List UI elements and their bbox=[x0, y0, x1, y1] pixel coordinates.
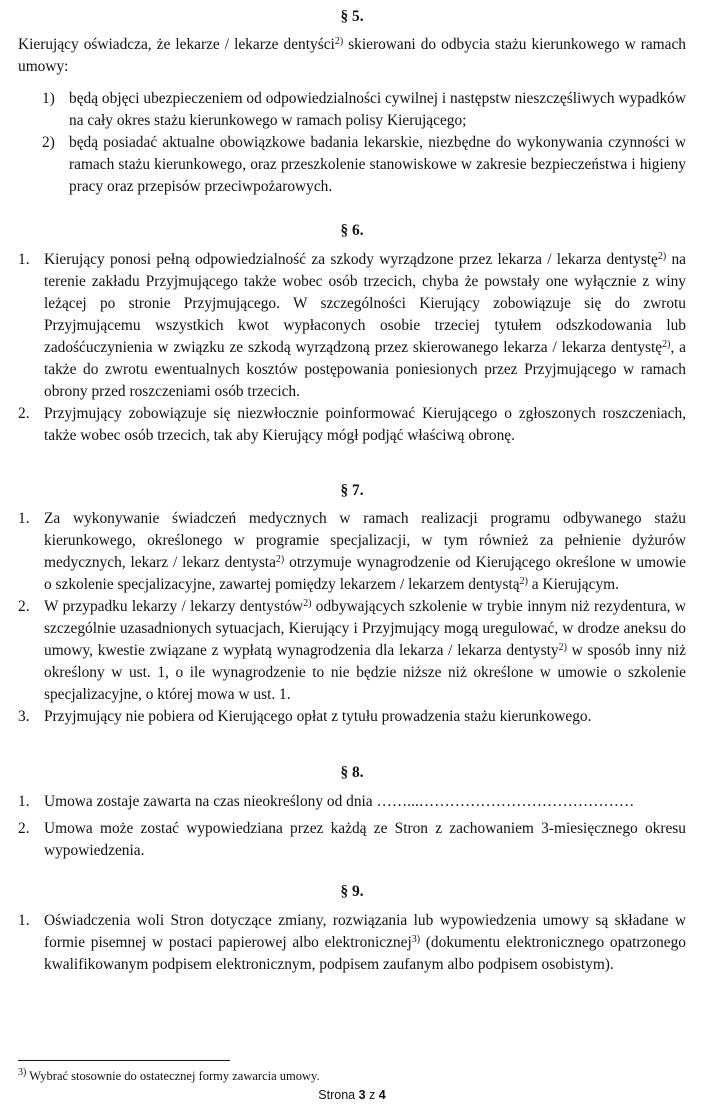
footnote: $^{3)}$ Wybrać stosownie do ostatecznej formy zawarcia umowy. bbox=[18, 1067, 320, 1083]
section-9-title: § 9. bbox=[340, 883, 364, 900]
page-number: Strona 3 z 4 bbox=[318, 1088, 386, 1102]
section-6-title: § 6. bbox=[340, 222, 364, 239]
footnote-separator bbox=[18, 1060, 230, 1061]
section-5-title: § 5. bbox=[340, 8, 364, 25]
section-7-title: § 7. bbox=[340, 482, 364, 499]
document-page: § 5. Kierujący oświadcza, że lekarze / lekarze dentyści$^{2)}$ skierowani do odbycia stażu kierunkowego w ramach umowy: 1) będą objęci ubezpieczeniem od odpowiedzialności cywilnej i następstw nieszczęśliwych wypadków na cały okres stażu kierunkowego w ramach polisy Kierującego; 2) będą posiadać aktualne obowiązkowe badania lekarskie, niezbędne do wykonywania czynności w ramach stażu kierunkowego, oraz przeszkolenie stanowiskowe w zakresie bezpieczeństwa i higieny pracy oraz przepisów przeciwpożarowych. § 6. 1. Kierujący ponosi pełną odpowiedzialność za szkody wyrządzone przez lekarza / lekarza dentystę$^{2)}$ na terenie zakładu Przyjmującego także wobec osób trzecich, chyba że powstały one wyłącznie z winy leżącej po stronie Przyjmującego. W szczególności Kierujący zobowiązuje się do zwrotu Przyjmującemu wszystkich kwot wypłaconych osobie trzeciej tytułem odszkodowania lub zadośćuczynienia w związku ze szkodą wyrządzoną przez skierowanego lekarza / lekarza dentystę$^{2)}$, a także do zwrotu ewentualnych kosztów postępowania poniesionych przez Przyjmującego w ramach obrony przed roszczeniami osób trzecich. 2. Przyjmujący zobowiązuje się niezwłocznie poinformować Kierującego o zgłoszonych roszczeniach, także wobec osób trzecich, tak aby Kierujący mógł podjąć właściwą obronę. § 7. 1. Za wykonywanie świadczeń medycznych w ramach realizacji programu odbywanego stażu kierunkowego, określonego w programie specjalizacji, w tym również za pełnienie dyżurów medycznych, lekarz / lekarz dentysta$^{2)}$ otrzymuje wynagrodzenie od Kierującego określone w umowie o szkolenie specjalizacyjne, zawartej pomiędzy lekarzem / lekarzem dentystą$^{2)}$ a Kierującym. 2. W przypadku lekarzy / lekarzy dentystów$^{2)}$ odbywających szkolenie w trybie innym niż rezydentura, w szczególnie uzasadnionych sytuacjach, Kierujący i Przyjmujący mogą uregulować, w drodze aneksu do umowy, kwestie związane z wypłatą wynagrodzenia dla lekarza / lekarza dentysty$^{2)}$ w sposób inny niż określony w ust. 1, o ile wynagrodzenie to nie będzie niższe niż określone w umowie o szkolenie specjalizacyjne, o której mowa w ust. 1. 3. Przyjmujący nie pobiera od Kierującego opłat z tytułu prowadzenia stażu kierunkowego. § 8. 1. Umowa zostaje zawarta na czas nieokreślony od dnia ……...…………………………………… 2. Umowa może zostać wypowiedziana przez każdą ze Stron z zachowaniem 3-miesięcznego okresu wypowiedzenia. § 9. 1. Oświadczenia woli Stron dotyczące zmiany, rozwiązania lub wypowiedzenia umowy są składane w formie pisemnej w postaci papierowej albo elektronicznej$^{3)}$ (dokumentu elektronicznego opatrzonego kwalifikowanym podpisem elektronicznym, podpisem zaufanym albo podpisem osobistym). $^{3)}$ Wybrać stosownie do ostatecznej formy zawarcia umowy. Strona 3 z 4 bbox=[0, 0, 704, 1106]
section-8-title: § 8. bbox=[340, 764, 364, 781]
section-5-intro: Kierujący oświadcza, że lekarze / lekarze dentyści$^{2)}$ skierowani do odbycia stażu kierunkowego w ramach umowy: bbox=[18, 36, 686, 75]
